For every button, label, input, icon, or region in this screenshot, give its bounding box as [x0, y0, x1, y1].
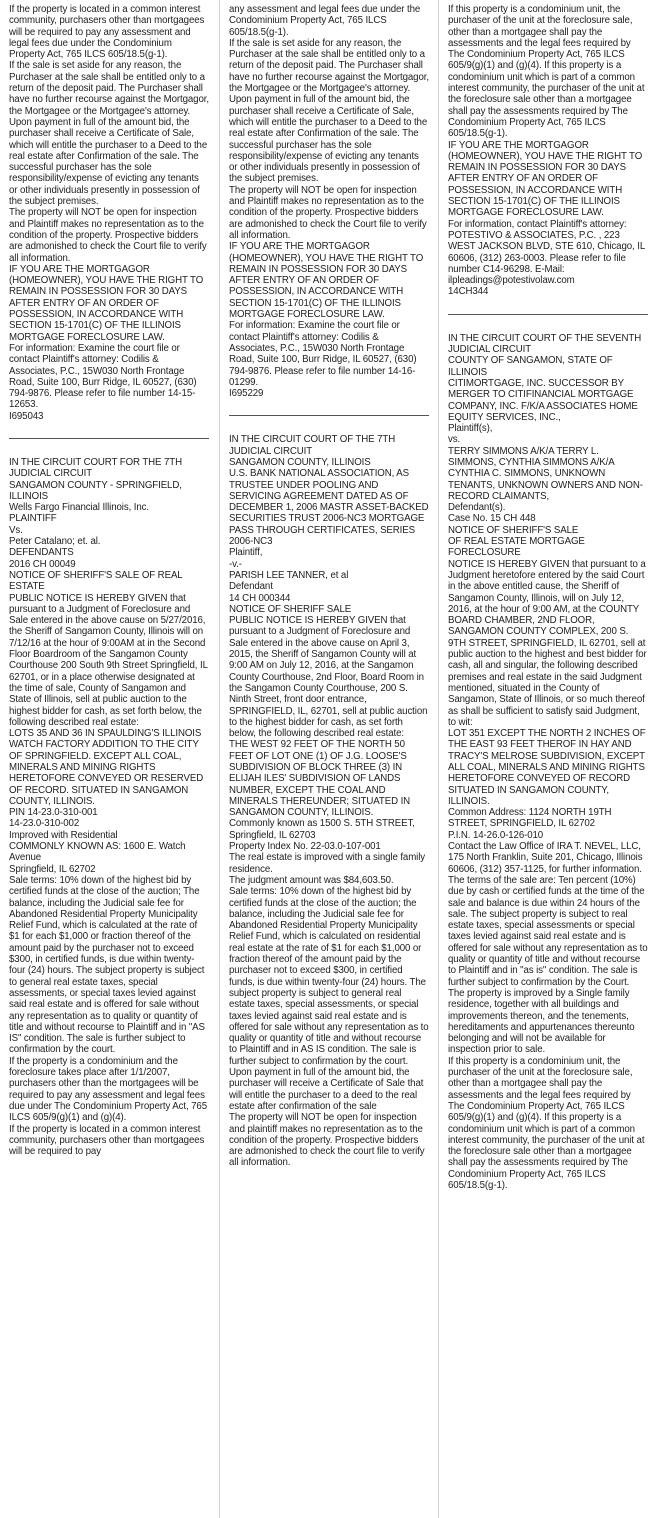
notice-paragraph: Vs. — [9, 524, 23, 536]
notice-paragraph: Case No. 15 CH 448 — [448, 513, 536, 525]
notice-paragraph: NOTICE IS HEREBY GIVEN that pursuant to a Judgment heretofore entered by the said Court in the above entitled cause, the Sheriff of Sangamon County, Illinois, will on July 12, 2016, at the hour of 9:00 AM, at the COUNTY BOARD CHAMBER, 2ND FLOOR, SANGAMON COUNTY COMPLEX, 200 S. 9TH STREET, SPRINGFIELD, IL 62701, sell at public auction to the highest and best bidder for cash, all and singular, the following described premises and real estate in the said Judgment mentioned, situated in the County of Sangamon, State of Illinois, or so much thereof as shall be sufficient to satisfy said Judgment, to wit: — [448, 558, 647, 728]
notice-paragraph: 14-23.0-310-002 — [9, 818, 80, 830]
notice-paragraph: LOT 351 EXCEPT THE NORTH 2 INCHES OF THE EAST 93 FEET THEROF IN HAY AND TRACY'S MELROSE SUBDIVISION, EXCEPT ALL COAL, MINERALS AND MINING RIGHTS HERETOFORE CONVEYED OF RECORD SITUATED IN SANGAMON COUNTY, ILLINOIS. — [448, 728, 646, 807]
notice-separator — [9, 438, 209, 439]
notice-paragraph: If this property is a condominium unit, the purchaser of the unit at the foreclosure sale, other than a mortgagee shall pay the assessments and the legal fees required by The Condominium Property Act, 765 ILCS 605/9(g)(1) and (g)(4). If this property is a condominium unit which is part of a common interest community, the purchaser of the unit at the foreclosure sale other than a mortgagee shall pay the assessments required by The Condominium Property Act, 765 ILCS 605/18.5(g-1). — [448, 1055, 645, 1191]
notice-paragraph: Peter Catalano; et. al. — [9, 536, 101, 548]
notice-paragraph: If the property is a condominium and the foreclosure takes place after 1/1/2007, purchasers other than the mortgagees will be required to pay any assessment and legal fees due under The Condominium Property Act, 765 ILCS 605/9(g)(1) and (g)(4). — [9, 1055, 208, 1124]
notice-column-3 — [448, 4, 648, 1191]
notice-column-2 — [229, 4, 429, 1169]
notice-paragraph: Sale terms: 10% down of the highest bid by certified funds at the close of the auction; The balance, including the Judicial sale fee for Abandoned Residential Property Municipality Relief Fund, which is calculated at the rate of $1 for each $1,000 or fraction thereof of the amount paid by the purchaser not to exceed $300, in certified funds, is due within twenty-four (24) hours. The subject property is subject to general real estate taxes, special assessments, or special taxes levied against said real estate and is offered for sale without any representation as to quality or quantity of title and without recourse to Plaintiff and in "AS IS" condition. The sale is further subject to confirmation by the court. — [9, 874, 205, 1056]
notice-paragraph: OF REAL ESTATE MORTGAGE FORECLOSURE — [448, 536, 585, 559]
notice-paragraph: LOTS 35 AND 36 IN SPAULDING'S ILLINOIS WATCH FACTORY ADDITION TO THE CITY OF SPRINGFIELD. EXCEPT ALL COAL, MINERALS AND MINING RIGHTS HERETOFORE CONVEYED OR RESERVED OF RECORD. SITUATED IN SANGAMON COUNTY, ILLINOIS. — [9, 728, 204, 807]
notice-paragraph: SANGAMON COUNTY, ILLINOIS — [229, 456, 371, 468]
notice-paragraph: COUNTY OF SANGAMON, STATE OF ILLINOIS — [448, 355, 613, 378]
notice-paragraph: vs. — [448, 434, 461, 446]
notice-paragraph: The terms of the sale are: Ten percent (10%) due by cash or certified funds at the time of the sale and balance is due within 24 hours of the sale. The subject property is subject to real estate taxes, special assessments or special taxes levied against said real estate and is offered for sale without any representation as to quality or quantity of title and without recourse to Plaintiff and in "as is" condition. The sale is further subject to confirmation by the Court. — [448, 874, 648, 988]
notice-paragraph: DEFENDANTS — [9, 547, 74, 559]
notice-paragraph: Upon payment in full of the amount bid, the purchaser shall receive a Certificate of Sale, which will entitle the purchaser to a Deed to the real estate after Confirmation of the sale. The successful purchaser has the sole responsibility/expense of evicting any tenants or other individuals presently in possession of the subject premises. — [229, 94, 428, 185]
notice-paragraph: PUBLIC NOTICE IS HEREBY GIVEN that pursuant to a Judgment of Foreclosure and Sale entered in the above cause on 5/27/2016, the Sheriff of Sangamon County, Illinois will on 7/12/16 at the hour of 9:00AM at in the Second Floor Boardroom of the Sangamon County Courthouse 200 South 9th Street Springfield, IL 62701, or in a place otherwise designated at the time of sale, County of Sangamon and State of Illinois, sell at public auction to the highest bidder for cash, as set forth below, the following described real estate: — [9, 592, 208, 728]
notice-paragraph: I695043 — [9, 410, 44, 422]
notice-paragraph: NOTICE OF SHERIFF SALE — [229, 603, 352, 615]
notice-paragraph: If the property is located in a common interest community, purchasers other than mortgagees will be required to pay any assessment and legal fees due under the Condominium Property Act, 765 ILCS 605/18.5(g-1). — [9, 4, 205, 61]
notice-paragraph: Property Index No. 22-03.0-107-001 — [229, 841, 381, 853]
notice-paragraph: PARISH LEE TANNER, et al — [229, 569, 349, 581]
notice-paragraph: IF YOU ARE THE MORTGAGOR (HOMEOWNER), YOU HAVE THE RIGHT TO REMAIN IN POSSESSION FOR 30 DAYS AFTER ENTRY OF AN ORDER OF POSSESSION, IN ACCORDANCE WITH SECTION 15-1701(C) OF THE ILLINOIS MORTGAGE FORECLOSURE LAW. — [448, 139, 643, 219]
notice-paragraph: -v.- — [229, 558, 242, 570]
notice-paragraph: U.S. BANK NATIONAL ASSOCIATION, AS TRUSTEE UNDER POOLING AND SERVICING AGREEMENT DATED AS OF DECEMBER 1, 2006 MASTR ASSET-BACKED SECURITIES TRUST 2006-NC3 MORTGAGE PASS THROUGH CERTIFICATES, SERIES 2006-NC3 — [229, 468, 429, 548]
notice-paragraph: 14 CH 000344 — [229, 592, 291, 604]
notice-separator — [229, 415, 429, 416]
notice-paragraph: PIN 14-23.0-310-001 — [9, 807, 98, 819]
notice-paragraph: SANGAMON COUNTY - SPRINGFIELD, ILLINOIS — [9, 479, 182, 502]
notice-paragraph: IF YOU ARE THE MORTGAGOR (HOMEOWNER), YOU HAVE THE RIGHT TO REMAIN IN POSSESSION FOR 30 DAYS AFTER ENTRY OF AN ORDER OF POSSESSION, IN ACCORDANCE WITH SECTION 15-1701(C) OF THE ILLINOIS MORTGAGE FORECLOSURE LAW. — [9, 263, 204, 343]
notice-paragraph: PLAINTIFF — [9, 513, 57, 525]
notice-column-1 — [9, 4, 209, 1157]
notice-paragraph: TERRY SIMMONS A/K/A TERRY L. SIMMONS, CYNTHIA SIMMONS A/K/A CYNTHIA C. SIMMONS, UNKNOWN TENANTS, UNKNOWN OWNERS AND NON-RECORD CLAIMANTS, — [448, 445, 643, 502]
notice-paragraph: I695229 — [229, 388, 264, 400]
notice-paragraph: The property is improved by a Single family residence, together with all buildings and improvements thereon, and the tenements, hereditaments and appurtenances thereunto belonging and will not be available for inspection prior to sale. — [448, 987, 635, 1056]
notice-paragraph: Defendant(s). — [448, 502, 506, 514]
notice-paragraph: 14CH344 — [448, 286, 489, 298]
notice-paragraph: For information: Examine the court file or contact Plaintiff's attorney: Codilis & Associates, P.C., 15W030 North Frontage Road, Suite 100, Burr Ridge, IL 60527, (630) 794-9876. Please refer to file number 14-16-01299. — [229, 320, 417, 388]
notice-paragraph: If the sale is set aside for any reason, the Purchaser at the sale shall be entitled only to a return of the deposit paid. The Purchaser shall have no further recourse against the Mortgagor, the Mortgagee or the Mortgagee's attorney. — [9, 60, 209, 117]
notice-paragraph: IN THE CIRCUIT COURT OF THE SEVENTH JUDICIAL CIRCUIT — [448, 332, 642, 356]
notice-paragraph: IN THE CIRCUIT COURT OF THE 7TH JUDICIAL CIRCUIT — [229, 434, 396, 457]
column-divider — [438, 0, 439, 1518]
notice-paragraph: Defendant — [229, 581, 273, 593]
notice-paragraph: CITIMORTGAGE, INC. SUCCESSOR BY MERGER TO CITIFINANCIAL MORTGAGE COMPANY, INC. F/K/A ASSOCIATES HOME EQUITY SERVICES, INC., — [448, 377, 638, 423]
notice-paragraph: For information: Examine the court file or contact Plaintiff's attorney: Codilis & Associates, P.C., 15W030 North Frontage Road, Suite 100, Burr Ridge, IL 60527, (630) 794-9876. Please refer to file number 14-15-12653. — [9, 342, 197, 411]
notice-paragraph: The property will NOT be open for inspection and Plaintiff makes no representation as to the condition of the property. Prospective bidders are admonished to check the Court file to verify all information. — [229, 184, 427, 241]
notice-paragraph: Plaintiff(s), — [448, 423, 493, 435]
notice-paragraph: 2016 CH 00049 — [9, 558, 76, 570]
notice-paragraph: The real estate is improved with a single family residence. — [229, 852, 426, 875]
notice-paragraph: IF YOU ARE THE MORTGAGOR (HOMEOWNER), YOU HAVE THE RIGHT TO REMAIN IN POSSESSION FOR 30 DAYS AFTER ENTRY OF AN ORDER OF POSSESSION, IN ACCORDANCE WITH SECTION 15-1701(C) OF THE ILLINOIS MORTGAGE FORECLOSURE LAW. — [229, 241, 424, 321]
notice-paragraph: Improved with Residential — [9, 829, 118, 841]
notice-paragraph: Upon payment in full of the amount bid, the purchaser shall receive a Certificate of Sale, which will entitle the purchaser to a Deed to the real estate after Confirmation of the sale. The successful purchaser has the sole responsibility/expense of evicting any tenants or other individuals presently in possession of the subject premises. — [9, 116, 208, 208]
notice-paragraph: NOTICE OF SHERIFF'S SALE OF REAL ESTATE — [9, 569, 183, 593]
notice-paragraph: Plaintiff, — [229, 547, 263, 559]
notice-paragraph: PUBLIC NOTICE IS HEREBY GIVEN that pursuant to a Judgment of Foreclosure and Sale entered in the above cause on April 3, 2015, the Sheriff of Sangamon County will at 9:00 AM on July 12, 2016, at the Sangamon County Courthouse, 2nd Floor, Board Room in the Sangamon County Courthouse, 200 S. Ninth Street, front door entrance, SPRINGFIELD, IL, 62701, sell at public auction to the highest bidder for cash, as set forth below, the following described real estate: — [229, 615, 428, 740]
notice-paragraph: NOTICE OF SHERIFF'S SALE — [448, 524, 579, 536]
notice-paragraph: THE WEST 92 FEET OF THE NORTH 50 FEET OF LOT ONE (1) OF J.G. LOOSE'S SUBDIVISION OF BLOCK THREE (3) IN ELIJAH ILES' SUBDIVISION OF LANDS NUMBER, EXCEPT THE COAL AND MINERALS THEREUNDER; SITUATED IN SANGAMON COUNTY, ILLINOIS. — [229, 739, 411, 819]
notice-paragraph: If this property is a condominium unit, the purchaser of the unit at the foreclosure sale, other than a mortgagee shall pay the assessments and the legal fees required by The Condominium Property Act, 765 ILCS 605/9(g)(1) and (g)(4). If this property is a condominium unit which is part of a common interest community, the purchaser of the unit at the foreclosure sale other than a mortgagee shall pay the assessments required by The Condominium Property Act, 765 ILCS 605/18.5(g-1). — [448, 4, 645, 140]
notice-paragraph: Upon payment in full of the amount bid, the purchaser will receive a Certificate of Sale that will entitle the purchaser to a deed to the real estate after confirmation of the sale — [229, 1067, 424, 1112]
notice-paragraph: Common Address: 1124 NORTH 19TH STREET, SPRINGFIELD, IL 62702 — [448, 807, 612, 830]
notice-paragraph: The judgment amount was $84,603.50. — [229, 874, 394, 886]
notice-paragraph: Wells Fargo Financial Illinois, Inc. — [9, 502, 149, 514]
notice-paragraph: The property will NOT be open for inspection and Plaintiff makes no representation as to the condition of the property. Prospective bidders are admonished to check the Court file to verify all information. — [9, 207, 207, 264]
notice-paragraph: The property will NOT be open for inspection and plaintiff makes no representation as to the condition of the property. Prospective bidders are admonished to check the court file to verify all information. — [229, 1112, 425, 1169]
notice-paragraph: IN THE CIRCUIT COURT FOR THE 7TH JUDICIAL CIRCUIT — [9, 456, 182, 480]
notice-paragraph: If the property is located in a common interest community, purchasers other than mortgagees will be required to pay — [9, 1123, 205, 1158]
notice-paragraph: any assessment and legal fees due under the Condominium Property Act, 765 ILCS 605/18.5(g-1). — [229, 4, 421, 38]
notice-paragraph: Commonly known as 1500 S. 5TH STREET, Springfield, IL 62703 — [229, 818, 415, 841]
notice-paragraph: COMMONLY KNOWN AS: 1600 E. Watch Avenue — [9, 841, 186, 864]
notice-paragraph: For information, contact Plaintiff's attorney: POTESTIVO & ASSOCIATES, P.C. , 223 WEST JACKSON BLVD, STE 610, Chicago, IL 60606, (312) 263-0003. Please refer to file number C14-96298. E-Mail: ilpleadings@potestivolaw.com — [448, 218, 645, 287]
notice-paragraph: Springfield, IL 62702 — [9, 863, 96, 875]
notice-paragraph: P.I.N. 14-26.0-126-010 — [448, 829, 544, 841]
column-divider — [219, 0, 220, 1518]
notice-paragraph: Contact the Law Office of IRA T. NEVEL, LLC, 175 North Franklin, Suite 201, Chicago, Illinois 60606, (312) 357-1125, for further information. — [448, 841, 643, 875]
notice-separator — [448, 314, 648, 315]
notice-paragraph: If the sale is set aside for any reason, the Purchaser at the sale shall be entitled only to a return of the deposit paid. The Purchaser shall have no further recourse against the Mortgagor, the Mortgagee or the Mortgagee's attorney. — [229, 37, 429, 95]
notice-paragraph: Sale terms: 10% down of the highest bid by certified funds at the close of the auction; the balance, including the Judicial sale fee for Abandoned Residential Property Municipality Relief Fund, which is calculated on residential real estate at the rate of $1 for each $1,000 or fraction thereof of the amount paid by the purchaser not to exceed $300, in certified funds, is due within twenty-four (24) hours. The subject property is subject to general real estate taxes, special assessments, or special taxes levied against said real estate and is offered for sale without any representation as to quality or quantity of title and without recourse to Plaintiff and in AS IS condition. The sale is further subject to confirmation by the court. — [229, 886, 429, 1067]
